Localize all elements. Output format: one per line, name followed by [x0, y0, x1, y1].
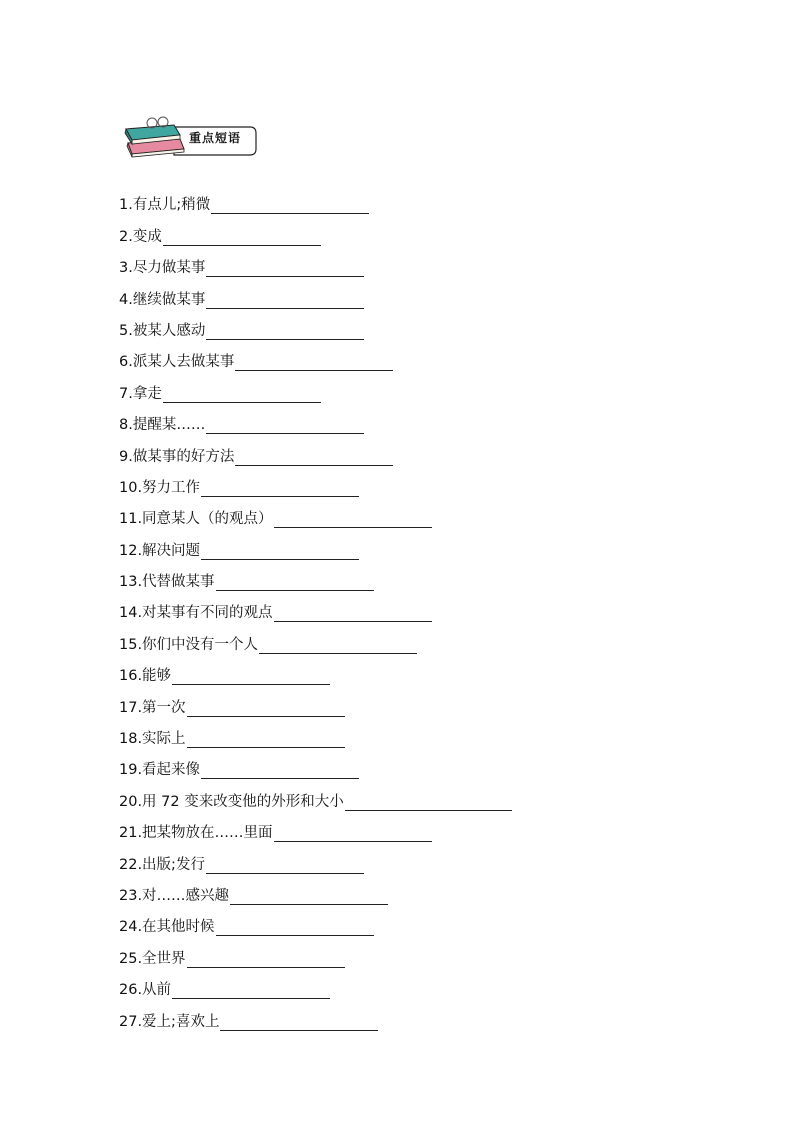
- answer-blank[interactable]: [274, 526, 432, 528]
- answer-blank[interactable]: [216, 934, 374, 936]
- item-text: 27.爱上;喜欢上: [119, 1013, 220, 1030]
- list-item: [119, 686, 679, 717]
- list-item: [119, 467, 679, 498]
- answer-blank[interactable]: [259, 652, 417, 654]
- item-text: 24.在其他时候: [119, 919, 215, 936]
- answer-blank[interactable]: [235, 369, 393, 371]
- phrase-list: [119, 184, 679, 1032]
- answer-blank[interactable]: [201, 558, 359, 560]
- item-text: 6.派某人去做某事: [119, 354, 235, 371]
- item-text: 17.第一次: [119, 699, 186, 716]
- answer-blank[interactable]: [345, 809, 512, 811]
- answer-blank[interactable]: [172, 997, 330, 999]
- list-item: [119, 247, 679, 278]
- item-text: 26.从前: [119, 982, 172, 999]
- list-item: [119, 812, 679, 843]
- answer-blank[interactable]: [206, 872, 364, 874]
- list-item: [119, 529, 679, 560]
- list-item: [119, 749, 679, 780]
- answer-blank[interactable]: [220, 1029, 378, 1031]
- list-item: [119, 906, 679, 937]
- list-item: [119, 184, 679, 215]
- answer-blank[interactable]: [201, 777, 359, 779]
- item-text: 3.尽力做某事: [119, 260, 206, 277]
- answer-blank[interactable]: [274, 840, 432, 842]
- item-text: 22.出版;发行: [119, 856, 205, 873]
- item-text: 1.有点儿;稍微: [119, 197, 211, 214]
- item-text: 20.用 72 变来改变他的外形和大小: [119, 793, 344, 810]
- item-text: 11.同意某人（的观点）: [119, 511, 273, 528]
- item-text: 4.继续做某事: [119, 291, 206, 308]
- item-text: 5.被某人感动: [119, 322, 206, 339]
- item-text: 25.全世界: [119, 950, 186, 967]
- list-item: [119, 655, 679, 686]
- answer-blank[interactable]: [187, 746, 345, 748]
- item-text: 18.实际上: [119, 731, 186, 748]
- item-text: 15.你们中没有一个人: [119, 636, 259, 653]
- item-text: 13.代替做某事: [119, 574, 215, 591]
- list-item: [119, 215, 679, 246]
- answer-blank[interactable]: [211, 212, 369, 214]
- item-text: 9.做某事的好方法: [119, 448, 235, 465]
- answer-blank[interactable]: [206, 338, 364, 340]
- answer-blank[interactable]: [206, 275, 364, 277]
- answer-blank[interactable]: [163, 401, 321, 403]
- list-item: [119, 780, 679, 811]
- list-item: [119, 310, 679, 341]
- list-item: [119, 435, 679, 466]
- item-text: 23.对……感兴趣: [119, 887, 230, 904]
- list-item: [119, 623, 679, 654]
- list-item: [119, 404, 679, 435]
- section-header: [122, 113, 257, 159]
- answer-blank[interactable]: [187, 715, 345, 717]
- answer-blank[interactable]: [201, 495, 359, 497]
- section-title: 重点短语: [188, 131, 241, 145]
- list-item: [119, 1000, 679, 1031]
- item-text: 21.把某物放在……里面: [119, 825, 273, 842]
- item-text: 8.提醒某……: [119, 417, 206, 434]
- item-text: 12.解决问题: [119, 542, 201, 559]
- list-item: [119, 937, 679, 968]
- answer-blank[interactable]: [235, 464, 393, 466]
- item-text: 2.变成: [119, 228, 162, 245]
- list-item: [119, 843, 679, 874]
- list-item: [119, 498, 679, 529]
- list-item: [119, 969, 679, 1000]
- item-text: 16.能够: [119, 668, 172, 685]
- answer-blank[interactable]: [230, 903, 388, 905]
- list-item: [119, 875, 679, 906]
- list-item: [119, 718, 679, 749]
- answer-blank[interactable]: [216, 589, 374, 591]
- answer-blank[interactable]: [187, 966, 345, 968]
- item-text: 14.对某事有不同的观点: [119, 605, 273, 622]
- answer-blank[interactable]: [172, 683, 330, 685]
- list-item: [119, 561, 679, 592]
- list-item: [119, 592, 679, 623]
- answer-blank[interactable]: [163, 244, 321, 246]
- item-text: 7.拿走: [119, 385, 162, 402]
- list-item: [119, 341, 679, 372]
- item-text: 10.努力工作: [119, 479, 201, 496]
- answer-blank[interactable]: [206, 432, 364, 434]
- list-item: [119, 278, 679, 309]
- list-item: [119, 372, 679, 403]
- item-text: 19.看起来像: [119, 762, 201, 779]
- answer-blank[interactable]: [206, 307, 364, 309]
- answer-blank[interactable]: [274, 620, 432, 622]
